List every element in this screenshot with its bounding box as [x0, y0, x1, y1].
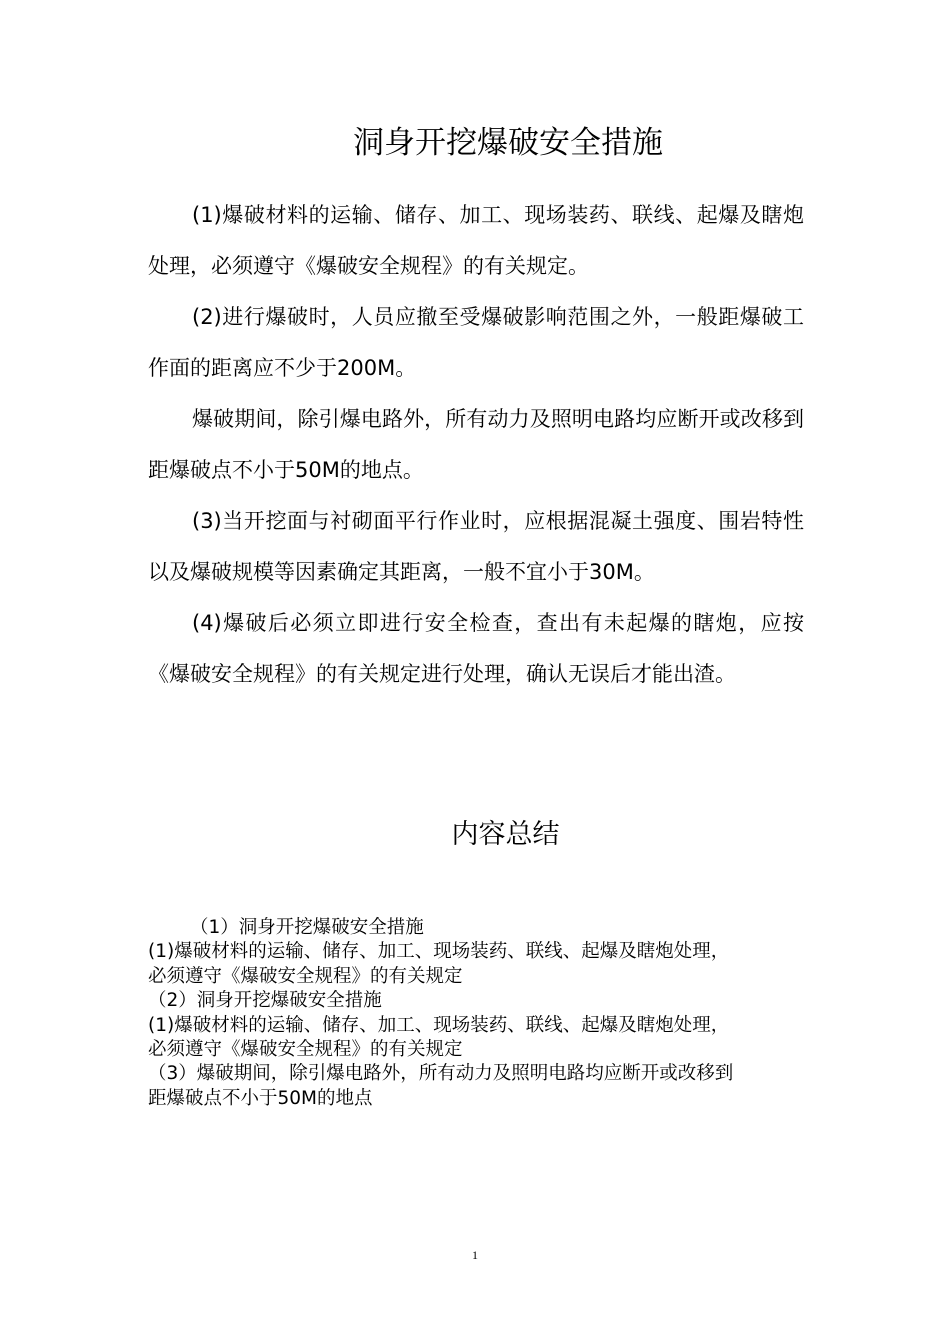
summary-title: 内容总结 — [451, 819, 560, 850]
summary-line: (1)爆破材料的运输、储存、加工、现场装药、联线、起爆及瞎炮处理， — [148, 941, 730, 963]
page-number: 1 — [472, 1248, 478, 1262]
paragraph: (1)爆破材料的运输、储存、加工、现场装药、联线、起爆及瞎炮处理，必须遵守《爆破安全规程》的有关规定。 — [148, 203, 804, 278]
paragraph: (2)进行爆破时，人员应撤至受爆破影响范围之外，一般距爆破工作面的距离应不少于200M。 — [148, 305, 804, 380]
paragraph: (4)爆破后必须立即进行安全检查，查出有未起爆的瞎炮，应按《爆破安全规程》的有关规定进行处理，确认无误后才能出渣。 — [148, 611, 804, 686]
summary-line: （2）洞身开挖爆破安全措施 — [148, 990, 382, 1012]
paragraph: (3)当开挖面与衬砌面平行作业时，应根据混凝土强度、围岩特性以及爆破规模等因素确定其距离，一般不宜小于30M。 — [148, 509, 804, 584]
summary-section — [148, 916, 808, 1111]
document-title: 洞身开挖爆破安全措施 — [353, 125, 663, 161]
paragraph: 爆破期间，除引爆电路外，所有动力及照明电路均应断开或改移到距爆破点不小于50M的地点。 — [148, 407, 804, 482]
summary-line: （3）爆破期间，除引爆电路外，所有动力及照明电路均应断开或改移到 — [148, 1063, 734, 1085]
summary-line: （1）洞身开挖爆破安全措施 — [190, 917, 424, 938]
document-body — [148, 190, 804, 700]
summary-line: 距爆破点不小于50M的地点 — [148, 1087, 373, 1109]
summary-line: 必须遵守《爆破安全规程》的有关规定 — [148, 1039, 463, 1061]
summary-line: 必须遵守《爆破安全规程》的有关规定 — [148, 965, 463, 987]
summary-line: (1)爆破材料的运输、储存、加工、现场装药、联线、起爆及瞎炮处理， — [148, 1014, 730, 1036]
